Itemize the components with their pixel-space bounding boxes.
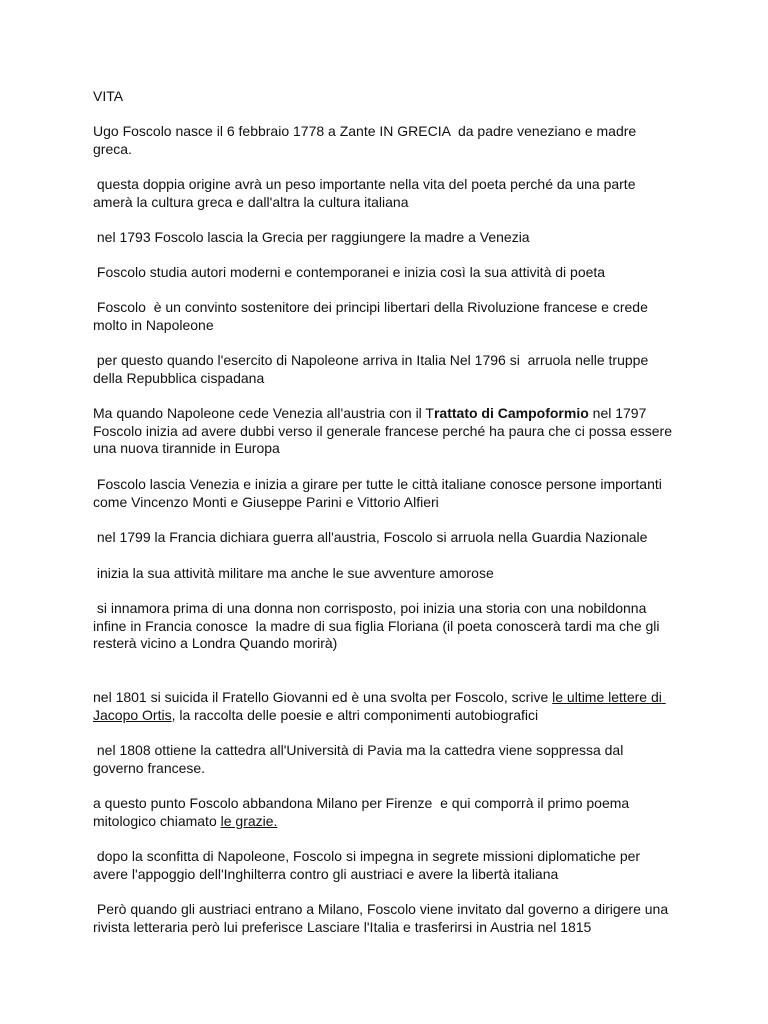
paragraph-military: inizia la sua attività militare ma anche le sue avventure amorose xyxy=(93,565,494,581)
paragraph-1801-text-2: , la raccolta delle poesie e altri componimenti autobiografici xyxy=(171,706,539,723)
paragraph-campoformio-text-1: Ma quando Napoleone cede Venezia all'austria con il T xyxy=(93,405,434,421)
paragraph-studies: Foscolo studia autori moderni e contemporanei e inizia così la sua attività di poeta xyxy=(93,264,606,280)
paragraph-1801-text-1: nel 1801 si suicida il Fratello Giovanni ed è una svolta per Foscolo, scrive xyxy=(93,689,553,705)
paragraph-birth: Ugo Foscolo nasce il 6 febbraio 1778 a Zante IN GRECIA da padre veneziano e madre greca. xyxy=(93,123,641,157)
paragraph-1793: nel 1793 Foscolo lascia la Grecia per raggiungere la madre a Venezia xyxy=(93,229,530,245)
jacopo-ortis-title: le ultime lettere di Jacopo Ortis xyxy=(93,689,666,723)
paragraph-1808: nel 1808 ottiene la cattedra all'Università di Pavia ma la cattedra viene soppressa dal governo francese. xyxy=(93,742,628,776)
paragraph-1815: Però quando gli austriaci entrano a Milano, Foscolo viene invitato dal governo a dirigere una rivista letteraria però lui preferisce Lasciare l'Italia e trasferirsi in Austria nel 1815 xyxy=(93,901,673,935)
paragraph-love: si innamora prima di una donna non corrisposto, poi inizia una storia con una nobildonna infine in Francia conosce la madre di sua figlia Floriana (il poeta conoscerà tardi ma che gli resterà vicino a Londra Quando morirà) xyxy=(93,600,664,651)
paragraph-1799: nel 1799 la Francia dichiara guerra all'austria, Foscolo si arruola nella Guardia Nazionale xyxy=(93,529,648,545)
heading: VITA xyxy=(93,88,124,104)
campoformio-treaty-bold: rattato di Campoformio xyxy=(433,405,589,421)
paragraph-origin: questa doppia origine avrà un peso importante nella vita del poeta perché da una parte amerà la cultura greca e dall'altra la cultura italiana xyxy=(93,176,640,210)
paragraph-campoformio-text-2: nel 1797 Foscolo inizia ad avere dubbi verso il generale francese perché ha paura che ci possa essere una nuova tirannide in Europa xyxy=(93,405,676,456)
paragraph-travels: Foscolo lascia Venezia e inizia a girare per tutte le città italiane conosce persone importanti come Vincenzo Monti e Giuseppe Parini e Vittorio Alfieri xyxy=(93,476,666,510)
le-grazie-title: le grazie. xyxy=(220,812,278,829)
paragraph-1801 xyxy=(93,689,673,724)
paragraph-campoformio xyxy=(93,405,676,458)
paragraph-grazie-text: a questo punto Foscolo abbandona Milano per Firenze e qui comporrà il primo poema mitologico chiamato xyxy=(93,795,634,829)
paragraph-revolution: Foscolo è un convinto sostenitore dei principi libertari della Rivoluzione francese e crede molto in Napoleone xyxy=(93,299,652,333)
paragraph-missions: dopo la sconfitta di Napoleone, Foscolo si impegna in segrete missioni diplomatiche per avere l'appoggio dell'Inghilterra contro gli austriaci e avere la libertà italiana xyxy=(93,848,644,882)
paragraph-1796: per questo quando l'esercito di Napoleone arriva in Italia Nel 1796 si arruola nelle truppe della Repubblica cispadana xyxy=(93,352,653,386)
paragraph-grazie xyxy=(93,795,673,830)
